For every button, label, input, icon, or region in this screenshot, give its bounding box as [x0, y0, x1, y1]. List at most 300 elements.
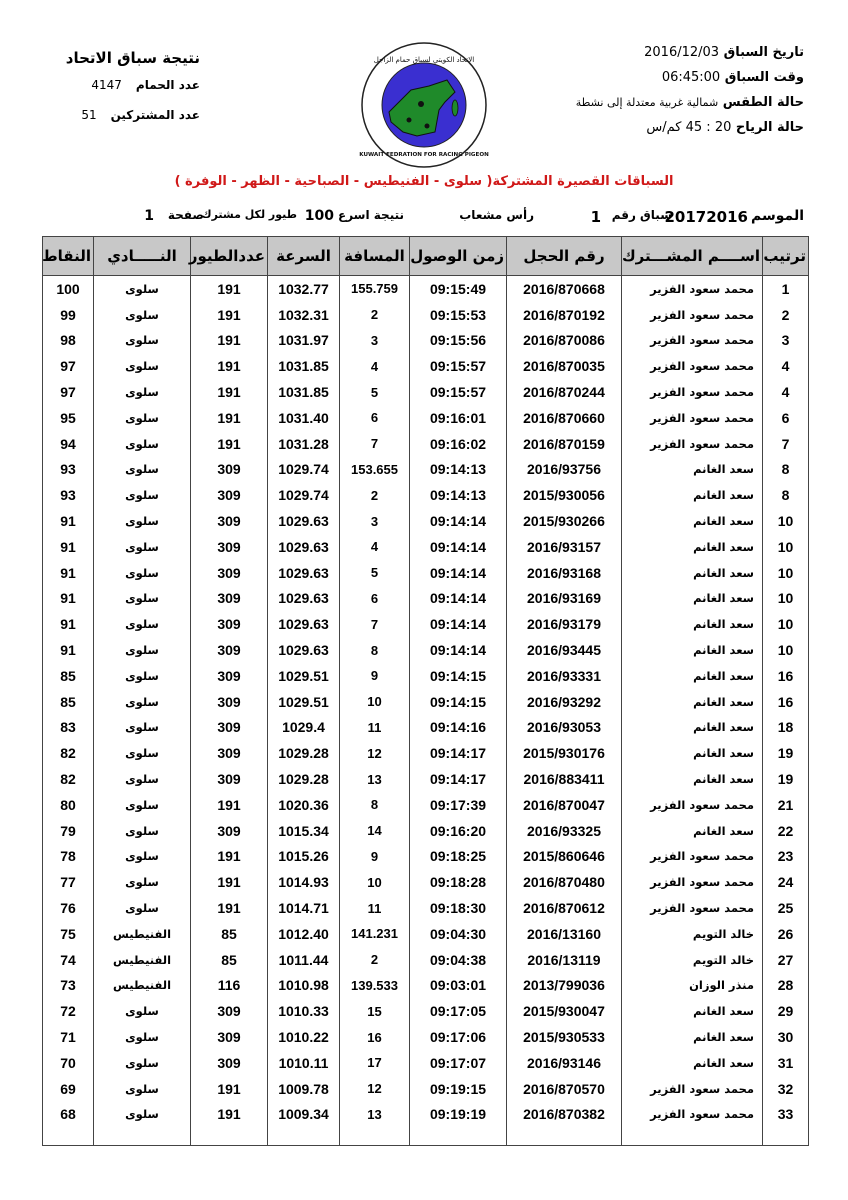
cell-arrival-time: 09:15:57 [410, 353, 507, 379]
cell-ring-no: 2015/930047 [507, 998, 622, 1024]
cell-points: 71 [43, 1024, 94, 1050]
cell-participant: سعد الغانم [622, 560, 763, 586]
cell-points: 91 [43, 534, 94, 560]
cell-points: 78 [43, 844, 94, 870]
cell-points: 98 [43, 328, 94, 354]
cell-ring-no: 2016/93168 [507, 560, 622, 586]
cell-participant: سعد الغانم [622, 611, 763, 637]
table-row [43, 715, 809, 741]
cell-club: سلوى [94, 276, 191, 302]
cell-distance: 9 [340, 844, 410, 870]
cell-arrival-time: 09:14:14 [410, 534, 507, 560]
cell-club: سلوى [94, 457, 191, 483]
cell-participant: محمد سعود الفزير [622, 328, 763, 354]
table-row [43, 1076, 809, 1102]
cell-speed: 1029.28 [268, 740, 340, 766]
cell-arrival-time: 09:18:25 [410, 844, 507, 870]
cell-distance: 11 [340, 715, 410, 741]
cell-club: الفنيطيس [94, 973, 191, 999]
table-row [43, 998, 809, 1024]
cell-club: سلوى [94, 560, 191, 586]
cell-bird-count: 309 [191, 586, 268, 612]
race-no-value: 1 [590, 208, 601, 226]
empty-cell [340, 1127, 410, 1146]
cell-club: سلوى [94, 895, 191, 921]
cell-points: 97 [43, 379, 94, 405]
table-row [43, 379, 809, 405]
cell-points: 99 [43, 302, 94, 328]
race-no-label: سباق رقم [611, 208, 672, 222]
cell-arrival-time: 09:14:14 [410, 560, 507, 586]
cell-speed: 1009.78 [268, 1076, 340, 1102]
cell-bird-count: 309 [191, 740, 268, 766]
empty-cell [43, 1127, 94, 1146]
cell-distance: 2 [340, 947, 410, 973]
cell-bird-count: 309 [191, 508, 268, 534]
cell-participant: خالد التويم [622, 947, 763, 973]
cell-distance: 7 [340, 431, 410, 457]
cell-arrival-time: 09:15:56 [410, 328, 507, 354]
cell-bird-count: 191 [191, 792, 268, 818]
cell-points: 79 [43, 818, 94, 844]
cell-rank: 10 [763, 508, 809, 534]
cell-speed: 1031.85 [268, 379, 340, 405]
cell-points: 91 [43, 508, 94, 534]
cell-club: سلوى [94, 302, 191, 328]
cell-bird-count: 309 [191, 560, 268, 586]
cell-arrival-time: 09:14:17 [410, 740, 507, 766]
cell-club: سلوى [94, 328, 191, 354]
empty-cell [94, 1127, 191, 1146]
cell-distance: 9 [340, 663, 410, 689]
cell-ring-no: 2016/870612 [507, 895, 622, 921]
cell-distance: 5 [340, 379, 410, 405]
cell-bird-count: 309 [191, 1024, 268, 1050]
cell-participant: خالد التويم [622, 921, 763, 947]
cell-rank: 3 [763, 328, 809, 354]
cell-distance: 12 [340, 740, 410, 766]
cell-speed: 1031.97 [268, 328, 340, 354]
cell-ring-no: 2016/93325 [507, 818, 622, 844]
cell-distance: 6 [340, 405, 410, 431]
cell-ring-no: 2016/870244 [507, 379, 622, 405]
cell-participant: محمد سعود الفزير [622, 1102, 763, 1128]
table-row [43, 947, 809, 973]
cell-participant: سعد الغانم [622, 457, 763, 483]
cell-distance: 3 [340, 328, 410, 354]
cell-rank: 31 [763, 1050, 809, 1076]
fastest-value: 100 [304, 208, 334, 224]
col-distance: المسافة [340, 237, 410, 276]
wind: حالة الرياح 20 : 45 كم/س [646, 120, 804, 135]
cell-points: 94 [43, 431, 94, 457]
cell-club: سلوى [94, 998, 191, 1024]
federation-logo [359, 40, 489, 170]
cell-arrival-time: 09:14:13 [410, 482, 507, 508]
table-row [43, 482, 809, 508]
cell-ring-no: 2016/93169 [507, 586, 622, 612]
cell-speed: 1029.74 [268, 482, 340, 508]
cell-speed: 1031.40 [268, 405, 340, 431]
table-row [43, 508, 809, 534]
cell-points: 82 [43, 740, 94, 766]
cell-points: 82 [43, 766, 94, 792]
cell-speed: 1010.98 [268, 973, 340, 999]
col-bird-count: عددالطيور [191, 237, 268, 276]
cell-ring-no: 2016/870047 [507, 792, 622, 818]
result-summary [40, 46, 200, 130]
cell-ring-no: 2015/930176 [507, 740, 622, 766]
cell-participant: محمد سعود الفزير [622, 1076, 763, 1102]
race-subtitle: السباقات القصيرة المشتركة( سلوى - الفنيطيس - الصباحية - الظهر - الوفرة ) [174, 174, 674, 189]
cell-club: سلوى [94, 1024, 191, 1050]
col-ring-no: رقم الحجل [507, 237, 622, 276]
cell-club: سلوى [94, 637, 191, 663]
cell-arrival-time: 09:14:15 [410, 689, 507, 715]
cell-speed: 1032.77 [268, 276, 340, 302]
cell-points: 74 [43, 947, 94, 973]
logo-text-ar: الاتحاد الكويتي لسباق حمام الزاجل [373, 56, 475, 64]
cell-bird-count: 309 [191, 689, 268, 715]
cell-distance: 4 [340, 353, 410, 379]
cell-ring-no: 2016/93146 [507, 1050, 622, 1076]
cell-club: سلوى [94, 482, 191, 508]
cell-arrival-time: 09:04:38 [410, 947, 507, 973]
cell-arrival-time: 09:04:30 [410, 921, 507, 947]
cell-distance: 8 [340, 637, 410, 663]
cell-bird-count: 309 [191, 818, 268, 844]
cell-participant: سعد الغانم [622, 818, 763, 844]
participant-count: عدد المشتركين51 [81, 108, 200, 122]
table-row [43, 457, 809, 483]
cell-participant: محمد سعود الفزير [622, 895, 763, 921]
cell-participant: سعد الغانم [622, 637, 763, 663]
cell-arrival-time: 09:14:14 [410, 508, 507, 534]
cell-participant: سعد الغانم [622, 663, 763, 689]
race-time: وقت السباق 06:45:00 [661, 70, 804, 85]
cell-rank: 32 [763, 1076, 809, 1102]
cell-bird-count: 116 [191, 973, 268, 999]
table-row [43, 869, 809, 895]
release-location: رأس مشعاب [459, 208, 534, 222]
cell-speed: 1029.63 [268, 560, 340, 586]
table-row [43, 405, 809, 431]
cell-bird-count: 85 [191, 921, 268, 947]
cell-rank: 2 [763, 302, 809, 328]
cell-distance: 141.231 [340, 921, 410, 947]
race-info [544, 40, 804, 140]
cell-rank: 18 [763, 715, 809, 741]
cell-rank: 7 [763, 431, 809, 457]
cell-bird-count: 191 [191, 276, 268, 302]
col-participant: اســــم المشـــترك [622, 237, 763, 276]
cell-bird-count: 191 [191, 405, 268, 431]
cell-bird-count: 309 [191, 766, 268, 792]
cell-arrival-time: 09:14:14 [410, 611, 507, 637]
cell-ring-no: 2016/93179 [507, 611, 622, 637]
cell-participant: سعد الغانم [622, 1050, 763, 1076]
empty-cell [410, 1127, 507, 1146]
cell-speed: 1010.33 [268, 998, 340, 1024]
cell-distance: 3 [340, 508, 410, 534]
cell-rank: 10 [763, 611, 809, 637]
cell-club: سلوى [94, 818, 191, 844]
cell-speed: 1009.34 [268, 1102, 340, 1128]
col-rank: ترتيب [763, 237, 809, 276]
empty-cell [507, 1127, 622, 1146]
cell-participant: محمد سعود الفزير [622, 792, 763, 818]
empty-cell [622, 1127, 763, 1146]
cell-rank: 21 [763, 792, 809, 818]
table-header-row [43, 237, 809, 276]
page-label: صفحة [167, 208, 204, 222]
cell-speed: 1029.63 [268, 508, 340, 534]
cell-club: سلوى [94, 586, 191, 612]
table-row [43, 973, 809, 999]
cell-rank: 1 [763, 276, 809, 302]
cell-club: سلوى [94, 844, 191, 870]
cell-club: سلوى [94, 792, 191, 818]
cell-points: 100 [43, 276, 94, 302]
cell-bird-count: 191 [191, 869, 268, 895]
cell-distance: 10 [340, 689, 410, 715]
cell-speed: 1029.74 [268, 457, 340, 483]
cell-points: 97 [43, 353, 94, 379]
cell-arrival-time: 09:17:06 [410, 1024, 507, 1050]
cell-points: 91 [43, 586, 94, 612]
empty-cell [763, 1127, 809, 1146]
cell-rank: 19 [763, 740, 809, 766]
cell-rank: 19 [763, 766, 809, 792]
cell-ring-no: 2016/93756 [507, 457, 622, 483]
cell-rank: 16 [763, 663, 809, 689]
cell-bird-count: 309 [191, 998, 268, 1024]
cell-rank: 8 [763, 457, 809, 483]
cell-rank: 28 [763, 973, 809, 999]
cell-points: 93 [43, 482, 94, 508]
cell-distance: 13 [340, 1102, 410, 1128]
cell-bird-count: 191 [191, 328, 268, 354]
cell-club: سلوى [94, 405, 191, 431]
cell-rank: 6 [763, 405, 809, 431]
table-row [43, 611, 809, 637]
cell-bird-count: 309 [191, 663, 268, 689]
cell-arrival-time: 09:14:16 [410, 715, 507, 741]
cell-rank: 27 [763, 947, 809, 973]
cell-club: سلوى [94, 431, 191, 457]
page-number: 1 [144, 208, 154, 224]
cell-arrival-time: 09:17:05 [410, 998, 507, 1024]
cell-distance: 10 [340, 869, 410, 895]
cell-arrival-time: 09:14:14 [410, 637, 507, 663]
cell-arrival-time: 09:15:57 [410, 379, 507, 405]
table-row [43, 792, 809, 818]
cell-rank: 4 [763, 379, 809, 405]
table-row [43, 1024, 809, 1050]
cell-club: سلوى [94, 715, 191, 741]
season-label: الموسم [751, 208, 804, 224]
cell-participant: محمد سعود الفزير [622, 353, 763, 379]
cell-club: سلوى [94, 534, 191, 560]
cell-speed: 1029.28 [268, 766, 340, 792]
cell-arrival-time: 09:17:07 [410, 1050, 507, 1076]
cell-points: 83 [43, 715, 94, 741]
cell-speed: 1031.85 [268, 353, 340, 379]
cell-points: 76 [43, 895, 94, 921]
cell-rank: 4 [763, 353, 809, 379]
cell-points: 91 [43, 560, 94, 586]
cell-bird-count: 191 [191, 1102, 268, 1128]
table-row [43, 895, 809, 921]
cell-speed: 1031.28 [268, 431, 340, 457]
cell-speed: 1029.51 [268, 689, 340, 715]
cell-rank: 30 [763, 1024, 809, 1050]
cell-distance: 153.655 [340, 457, 410, 483]
cell-distance: 4 [340, 534, 410, 560]
cell-points: 72 [43, 998, 94, 1024]
cell-participant: سعد الغانم [622, 586, 763, 612]
cell-bird-count: 309 [191, 715, 268, 741]
cell-distance: 8 [340, 792, 410, 818]
cell-participant: محمد سعود الفزير [622, 302, 763, 328]
cell-bird-count: 309 [191, 482, 268, 508]
cell-speed: 1020.36 [268, 792, 340, 818]
race-meta [60, 208, 804, 230]
col-club: النـــــادي [94, 237, 191, 276]
cell-rank: 23 [763, 844, 809, 870]
cell-distance: 5 [340, 560, 410, 586]
cell-points: 68 [43, 1102, 94, 1128]
cell-speed: 1029.51 [268, 663, 340, 689]
cell-speed: 1011.44 [268, 947, 340, 973]
cell-club: سلوى [94, 689, 191, 715]
cell-bird-count: 309 [191, 457, 268, 483]
cell-arrival-time: 09:19:19 [410, 1102, 507, 1128]
cell-bird-count: 309 [191, 637, 268, 663]
cell-bird-count: 191 [191, 302, 268, 328]
cell-distance: 13 [340, 766, 410, 792]
cell-speed: 1010.11 [268, 1050, 340, 1076]
cell-speed: 1029.63 [268, 637, 340, 663]
cell-ring-no: 2015/930533 [507, 1024, 622, 1050]
cell-points: 69 [43, 1076, 94, 1102]
cell-participant: محمد سعود الفزير [622, 431, 763, 457]
cell-speed: 1029.63 [268, 534, 340, 560]
table-row [43, 560, 809, 586]
season-value: 20172016 [664, 208, 748, 226]
cell-ring-no: 2016/870660 [507, 405, 622, 431]
cell-distance: 12 [340, 1076, 410, 1102]
cell-ring-no: 2016/13119 [507, 947, 622, 973]
cell-rank: 10 [763, 534, 809, 560]
cell-club: سلوى [94, 663, 191, 689]
cell-arrival-time: 09:14:14 [410, 586, 507, 612]
cell-speed: 1014.93 [268, 869, 340, 895]
cell-bird-count: 191 [191, 844, 268, 870]
cell-bird-count: 85 [191, 947, 268, 973]
cell-points: 70 [43, 1050, 94, 1076]
table-row [43, 1102, 809, 1128]
cell-ring-no: 2016/870480 [507, 869, 622, 895]
cell-speed: 1032.31 [268, 302, 340, 328]
cell-participant: سعد الغانم [622, 689, 763, 715]
cell-rank: 29 [763, 998, 809, 1024]
cell-rank: 25 [763, 895, 809, 921]
table-row [43, 431, 809, 457]
table-row [43, 302, 809, 328]
race-date: تاريخ السباق 2016/12/03 [644, 45, 804, 60]
cell-club: الفنيطيس [94, 921, 191, 947]
per-participant-label: طيور لكل مشترك [201, 208, 297, 221]
col-points: النقاط [43, 237, 94, 276]
cell-ring-no: 2016/93331 [507, 663, 622, 689]
cell-club: سلوى [94, 353, 191, 379]
cell-arrival-time: 09:19:15 [410, 1076, 507, 1102]
cell-bird-count: 309 [191, 1050, 268, 1076]
cell-points: 85 [43, 663, 94, 689]
cell-club: سلوى [94, 1102, 191, 1128]
cell-distance: 139.533 [340, 973, 410, 999]
cell-participant: محمد سعود الفزير [622, 844, 763, 870]
cell-ring-no: 2016/883411 [507, 766, 622, 792]
table-row [43, 534, 809, 560]
table-row [43, 740, 809, 766]
cell-participant: سعد الغانم [622, 534, 763, 560]
cell-points: 93 [43, 457, 94, 483]
cell-ring-no: 2016/870192 [507, 302, 622, 328]
page-title: نتيجة سباق الاتحاد [65, 49, 200, 67]
cell-bird-count: 191 [191, 895, 268, 921]
cell-ring-no: 2016/870159 [507, 431, 622, 457]
col-speed: السرعة [268, 237, 340, 276]
cell-participant: سعد الغانم [622, 508, 763, 534]
cell-arrival-time: 09:18:28 [410, 869, 507, 895]
cell-points: 80 [43, 792, 94, 818]
cell-participant: سعد الغانم [622, 482, 763, 508]
cell-club: سلوى [94, 379, 191, 405]
table-row [43, 663, 809, 689]
table-row [43, 328, 809, 354]
cell-ring-no: 2016/13160 [507, 921, 622, 947]
cell-speed: 1029.63 [268, 586, 340, 612]
cell-ring-no: 2016/93157 [507, 534, 622, 560]
cell-distance: 16 [340, 1024, 410, 1050]
cell-points: 75 [43, 921, 94, 947]
cell-ring-no: 2013/799036 [507, 973, 622, 999]
cell-rank: 10 [763, 637, 809, 663]
cell-arrival-time: 09:17:39 [410, 792, 507, 818]
cell-speed: 1010.22 [268, 1024, 340, 1050]
cell-arrival-time: 09:03:01 [410, 973, 507, 999]
cell-points: 77 [43, 869, 94, 895]
cell-arrival-time: 09:14:15 [410, 663, 507, 689]
cell-ring-no: 2016/93053 [507, 715, 622, 741]
cell-ring-no: 2016/93292 [507, 689, 622, 715]
table-row [43, 689, 809, 715]
table-row [43, 844, 809, 870]
cell-points: 85 [43, 689, 94, 715]
cell-speed: 1012.40 [268, 921, 340, 947]
cell-rank: 33 [763, 1102, 809, 1128]
empty-cell [268, 1127, 340, 1146]
cell-points: 95 [43, 405, 94, 431]
cell-arrival-time: 09:14:13 [410, 457, 507, 483]
table-row [43, 766, 809, 792]
cell-club: الفنيطيس [94, 947, 191, 973]
cell-ring-no: 2015/930266 [507, 508, 622, 534]
cell-club: سلوى [94, 740, 191, 766]
empty-cell [191, 1127, 268, 1146]
